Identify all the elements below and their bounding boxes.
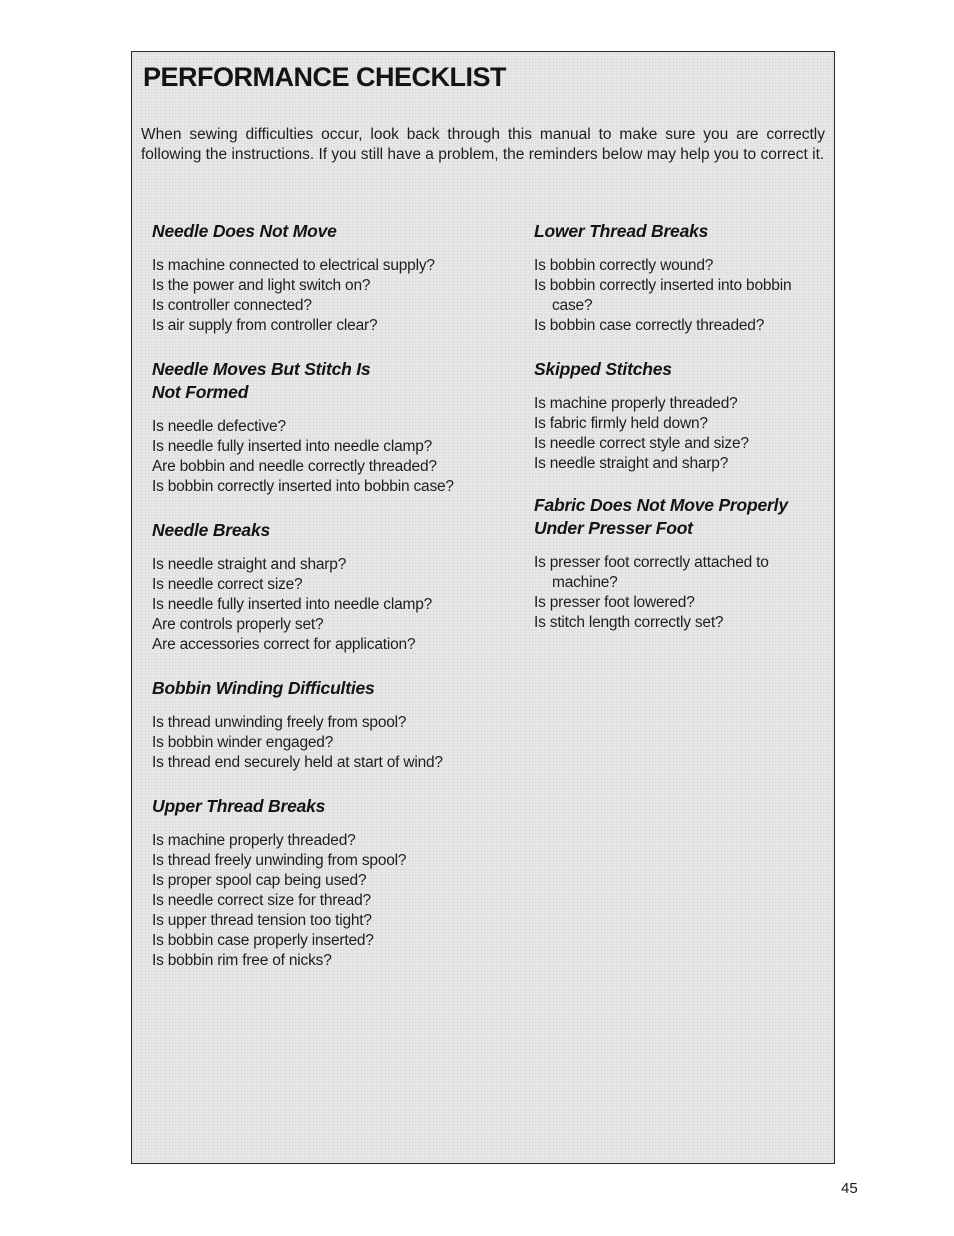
checklist-item: Are bobbin and needle correctly threaded? [152, 458, 437, 475]
checklist-item: Is bobbin correctly inserted into bobbin case? [534, 277, 792, 314]
checklist-item: Is thread unwinding freely from spool? [152, 714, 407, 731]
checklist-panel [131, 51, 835, 1164]
checklist-item: Is controller connected? [152, 297, 312, 314]
checklist-item: Is presser foot lowered? [534, 594, 695, 611]
checklist-item: Is the power and light switch on? [152, 277, 371, 294]
checklist-item: Is needle correct style and size? [534, 435, 749, 452]
section-heading: Lower Thread Breaks [534, 221, 709, 241]
checklist-item: Is bobbin case correctly threaded? [534, 317, 765, 334]
section-needle-does-not-move [152, 220, 502, 336]
section-lower-thread-breaks [534, 220, 834, 336]
checklist-items [152, 713, 502, 773]
section-needle-moves-but-stitch-not-formed [152, 358, 502, 497]
checklist-item: Is machine properly threaded? [152, 832, 356, 849]
section-heading: Needle Moves But Stitch Is Not Formed [152, 359, 371, 402]
checklist-items [152, 831, 502, 971]
section-heading: Fabric Does Not Move Properly Under Presser Foot [534, 495, 788, 538]
checklist-items [152, 417, 502, 497]
checklist-item: Is needle defective? [152, 418, 286, 435]
section-needle-breaks [152, 519, 502, 655]
checklist-item: Is needle correct size for thread? [152, 892, 371, 909]
checklist-item: Is air supply from controller clear? [152, 317, 378, 334]
checklist-items [152, 555, 502, 655]
checklist-items [534, 256, 834, 336]
section-skipped-stitches [534, 358, 834, 474]
section-heading: Skipped Stitches [534, 359, 672, 379]
checklist-item: Is proper spool cap being used? [152, 872, 367, 889]
right-column [534, 220, 834, 633]
checklist-item: Is thread end securely held at start of wind? [152, 754, 443, 771]
checklist-item: Is needle fully inserted into needle clamp? [152, 596, 433, 613]
section-bobbin-winding-difficulties [152, 677, 502, 773]
checklist-item: Is thread freely unwinding from spool? [152, 852, 407, 869]
checklist-item: Is needle correct size? [152, 576, 303, 593]
page-title: PERFORMANCE CHECKLIST [143, 62, 507, 92]
checklist-items [534, 394, 834, 474]
checklist-items [152, 256, 502, 336]
section-heading: Upper Thread Breaks [152, 796, 326, 816]
checklist-items [534, 553, 834, 633]
checklist-item: Is presser foot correctly attached to machine? [534, 554, 769, 591]
checklist-item: Is needle fully inserted into needle clamp? [152, 438, 433, 455]
checklist-item: Is needle straight and sharp? [534, 455, 729, 472]
checklist-item: Is bobbin rim free of nicks? [152, 952, 332, 969]
checklist-item: Is needle straight and sharp? [152, 556, 347, 573]
checklist-item: Is stitch length correctly set? [534, 614, 724, 631]
checklist-item: Is bobbin correctly wound? [534, 257, 714, 274]
section-heading: Needle Does Not Move [152, 221, 337, 241]
checklist-item: Are accessories correct for application? [152, 636, 416, 653]
section-fabric-does-not-move-properly [534, 494, 834, 633]
checklist-item: Is machine connected to electrical supply? [152, 257, 435, 274]
page-number: 45 [841, 1180, 858, 1197]
checklist-item: Is fabric firmly held down? [534, 415, 708, 432]
section-heading: Needle Breaks [152, 520, 271, 540]
checklist-item: Is bobbin winder engaged? [152, 734, 334, 751]
checklist-item: Is upper thread tension too tight? [152, 912, 372, 929]
checklist-item: Are controls properly set? [152, 616, 324, 633]
checklist-item: Is machine properly threaded? [534, 395, 738, 412]
left-column [152, 220, 502, 971]
checklist-item: Is bobbin correctly inserted into bobbin case? [152, 478, 454, 495]
checklist-item: Is bobbin case properly inserted? [152, 932, 374, 949]
section-upper-thread-breaks [152, 795, 502, 971]
section-heading: Bobbin Winding Difficulties [152, 678, 375, 698]
intro-paragraph: When sewing difficulties occur, look back through this manual to make sure you are correctly following the instructions. If you still have a problem, the reminders below may help you to correct it. [141, 126, 825, 163]
